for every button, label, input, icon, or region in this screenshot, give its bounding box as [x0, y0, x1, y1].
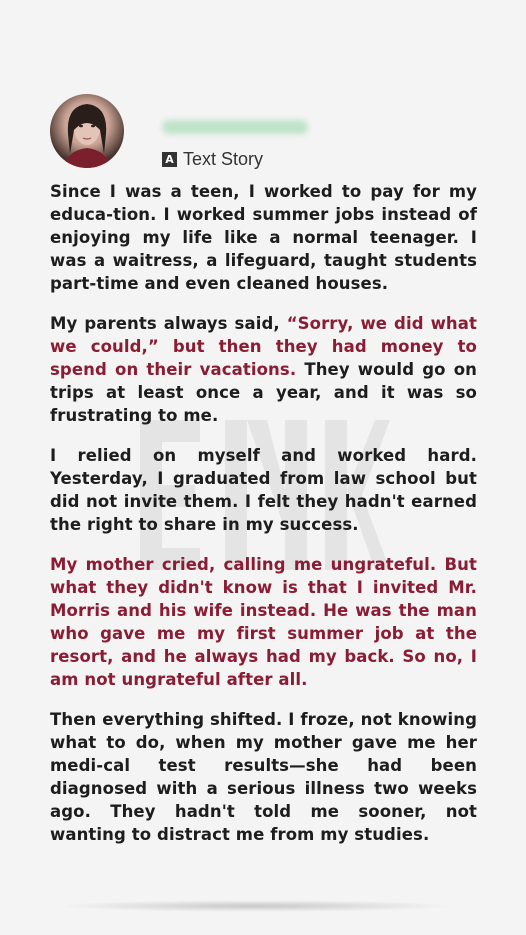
paragraph-1: Since I was a teen, I worked to pay for my educa-tion. I worked summer jobs instead of enjoying my life like a normal teenager. I was a waitress, a lifeguard, taught students part-time and even cleaned houses. [50, 182, 477, 293]
paragraph-4: My mother cried, calling me ungrateful. But what they didn't know is that I invited Mr. Morris and his wife instead. He was the man who gave me my first summer job at the resort, and he always had my back. So no, I am not ungrateful after all. [50, 555, 477, 689]
story-header [50, 94, 480, 174]
avatar[interactable] [50, 94, 124, 168]
footer-shadow [55, 900, 455, 912]
paragraph-2 [50, 312, 477, 427]
story-body [50, 180, 477, 863]
text-story-icon: A [162, 152, 177, 167]
author-name-blurred [162, 120, 308, 134]
paragraph-2-prefix: My parents always said, [50, 314, 287, 333]
paragraph-3: I relied on myself and worked hard. Yesterday, I graduated from law school but did not invite them. I felt they hadn't earned the right to share in my success. [50, 446, 477, 534]
profile-photo-icon [50, 94, 124, 168]
paragraph-2-suffix: They would go on trips at least once a year, and it was so frustrating to me. [50, 360, 477, 425]
paragraph-2-quote: “Sorry, we did what we could,” but then they had money to spend on their vacations. [50, 314, 478, 379]
paragraph-5: Then everything shifted. I froze, not knowing what to do, when my mother gave me her medi-cal test results—she had been diagnosed with a serious illness two weeks ago. They hadn't told me sooner, not wanting to distract me from my studies. [50, 710, 477, 844]
story-type-label: Text Story [183, 149, 264, 169]
story-type-tag [162, 149, 263, 170]
